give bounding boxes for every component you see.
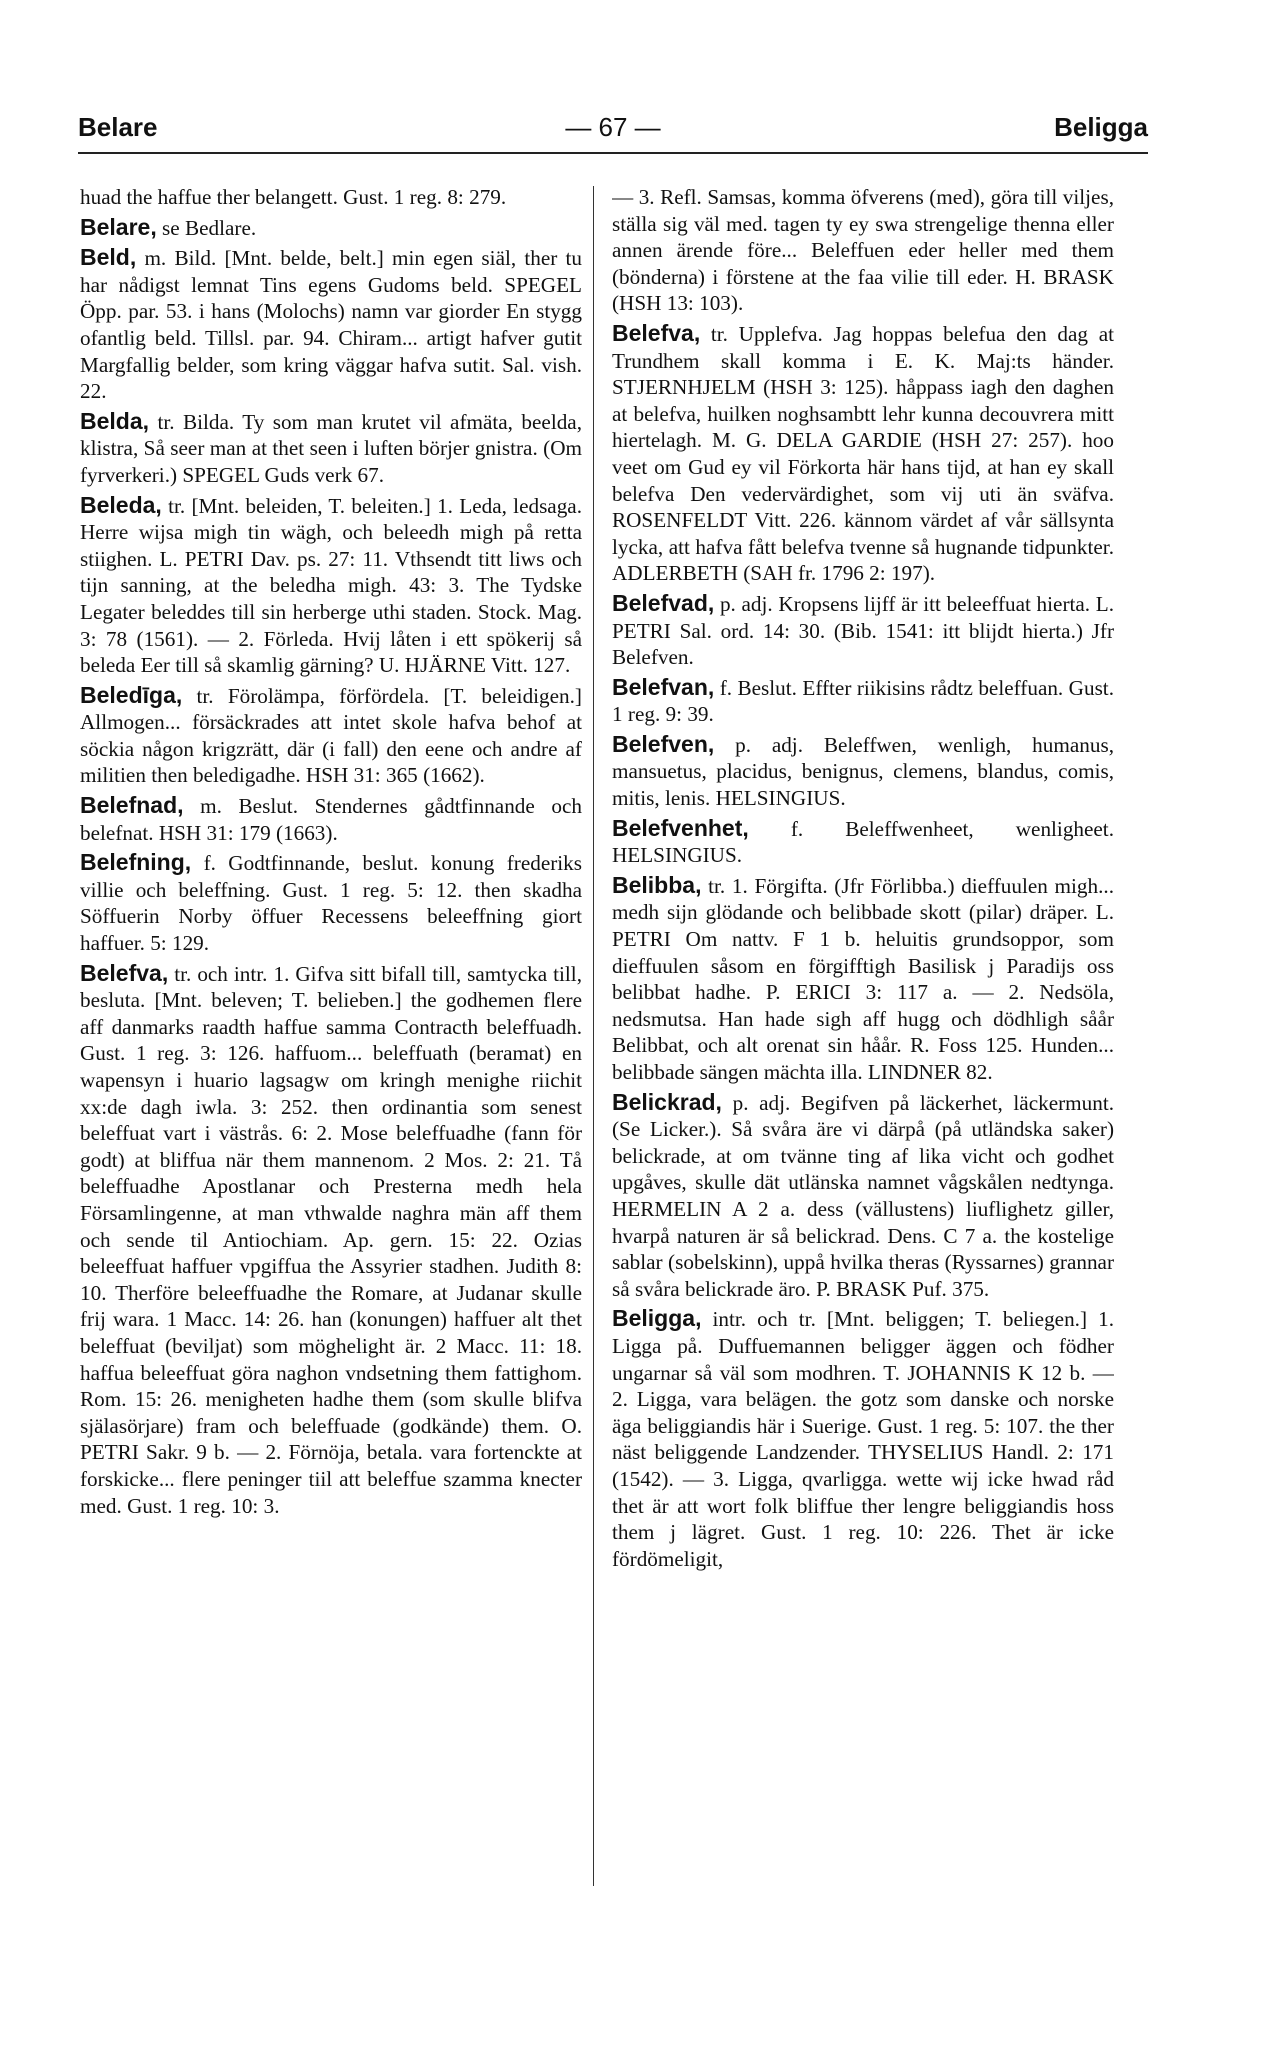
entry-text: tr. Förolämpa, förfördela. [T. beleidigen.] Allmogen... försäckrades att intet skole hafva behof at söckia någon krigzrätt, där (i fall) den eene och andre af militien then beledigadhe. HSH 31: 365 (1662). bbox=[80, 683, 582, 788]
entry-text: f. Beleffwenheet, wenligheet. HELSINGIUS. bbox=[612, 816, 1114, 868]
entry-text: m. Beslut. Stendernes gådtfinnande och belefnat. HSH 31: 179 (1663). bbox=[80, 794, 582, 845]
page-number: — 67 — bbox=[565, 112, 661, 142]
entry-text: f. Godtfinnande, beslut. konung frederiks villie och beleffning. Gust. 1 reg. 5: 12. then skadha Söffuerin Norby öffuer Recessens beleeffning giort haffuer. 5: 129. bbox=[80, 851, 582, 956]
dictionary-entry bbox=[612, 320, 1114, 587]
column-divider bbox=[593, 186, 594, 1886]
entry-headword: Belefnad, bbox=[80, 792, 184, 819]
entry-text: tr. 1. Förgifta. (Jfr Förlibba.) dieffuulen migh... medh sijn glödande och belibbade skott (pilar) dräper. L. PETRI Om nattv. F 1 b. heluitis grundsoppor, som dieffuulen såsom en förgifftigh Basilisk j Paradijs oss belibbat hadhe. P. ERICI 3: 117 a. — 2. Nedsöla, nedsmutsa. Han hade sigh aff hugg och dödhligh såår Belibbat, och alt orenat sin håår. R. Foss 125. Hunden... belibbade sängen mächta illa. LINDNER 82. bbox=[612, 873, 1114, 1084]
entry-text: tr. Upplefva. Jag hoppas belefua den dag at Trundhem skall komma i E. K. Maj:ts händer. STJERNHJELM (HSH 3: 125). håppass iagh den daghen at belefva, huilken noghsambtt lehr kunna decouvrera mitt hiertelagh. M. G. DELA GARDIE (HSH 27: 257). hoo veet om Gud ey vil Förkorta här hans tijd, at han ey skall belefva Den vedervärdighet, som vij uti än sväfva. ROSENFELDT Vitt. 226. kännom värdet af vår sällsynta lycka, att hafva fått belefva tvenne så hugnande tidpunkter. ADLERBETH (SAH fr. 1796 2: 197). bbox=[612, 321, 1114, 586]
entry-text: tr. [Mnt. beleiden, T. beleiten.] 1. Leda, ledsaga. Herre wijsa migh tin wägh, och beleedh migh på retta stiighen. L. PETRI Dav. ps. 27: 11. Vthsendt titt liws och tijn sanning, at the beledha migh. 43: 3. The Tydske Legater beleddes till sin herberge uthi staden. Stock. Mag. 3: 78 (1561). — 2. Förleda. Hvij låten i ett spökerij så beleda Eer till så skamlig gärning? U. HJÄRNE Vitt. 127. bbox=[80, 493, 582, 678]
entry-headword: Belefvenhet, bbox=[612, 814, 749, 841]
dictionary-entry bbox=[80, 792, 582, 846]
entry-text: huad the haffue ther belangett. Gust. 1 reg. 8: 279. bbox=[80, 185, 507, 209]
dictionary-entry bbox=[612, 1089, 1114, 1303]
dictionary-entry bbox=[80, 492, 582, 679]
dictionary-entry bbox=[80, 244, 582, 405]
entry-headword: Beld, bbox=[80, 244, 137, 271]
entry-text: p. adj. Beleffwen, wenligh, humanus, mansuetus, placidus, benignus, clemens, blandus, comis, mitis, lenis. HELSINGIUS. bbox=[612, 732, 1114, 811]
entry-headword: Belda, bbox=[80, 407, 150, 434]
entry-text: — 3. Refl. Samsas, komma öfverens (med), göra till viljes, ställa sig väl med. tagen ty ey swa strengelige thenna eller annen ärende före... Beleffuen eder heller med them (bönderna) i förstene at the faa vilie till eder. H. BRASK (HSH 13: 103). bbox=[612, 185, 1114, 316]
entry-text: f. Beslut. Effter riikisins rådtz beleffuan. Gust. 1 reg. 9: 39. bbox=[612, 675, 1114, 727]
entry-headword: Belefven, bbox=[612, 730, 715, 757]
left-column bbox=[80, 184, 582, 1894]
header-rule bbox=[78, 152, 1148, 154]
entry-headword: Belefvad, bbox=[612, 589, 715, 616]
dictionary-entry bbox=[80, 849, 582, 956]
entry-text: p. adj. Kropsens lijff är itt beleeffuat hierta. L. PETRI Sal. ord. 14: 30. (Bib. 1541: itt blijdt hierta.) Jfr Belefven. bbox=[612, 591, 1114, 670]
entry-headword: Belefning, bbox=[80, 849, 192, 876]
dictionary-entry bbox=[612, 872, 1114, 1086]
dictionary-entry bbox=[80, 682, 582, 789]
entry-headword: Belickrad, bbox=[612, 1088, 722, 1115]
header-last-word: Beligga bbox=[1054, 112, 1148, 142]
entry-headword: Belare, bbox=[80, 213, 157, 240]
header-first-word: Belare bbox=[78, 112, 158, 142]
entry-text: tr. och intr. 1. Gifva sitt bifall till, samtycka till, besluta. [Mnt. beleven; T. belieben.] the godhemen flere aff danmarks raadth haffue samma Contracth beleffuadh. Gust. 1 reg. 3: 126. haffuom... beleffuath (beramat) en wapensyn i huario lagsagw om kringh menighe riichit xx:de dagh iwla. 3: 252. then ordinantia som senest beleffuat vart i västrås. 6: 2. Mose beleffuadhe (fann för godt) at bliffua när them mannenom. 2 Mos. 2: 21. Tå beleffuadhe Apostlanar och Presterna medh hela Församlingenne, at man vthwalde naghra män aff them och sende til Antiochiam. Ap. gern. 15: 22. Ozias beleeffuat haffuer vpgiffua the Assyrier stadhen. Judith 8: 10. Therföre beleeffuadhe the Romare, at Judanar skulle frij wara. 1 Macc. 14: 26. han (konungen) haffuer alt thet beleffuat (beviljat) som möghelight är. 2 Macc. 11: 18. haffua beleeffuat göra naghon vndsetning them fattighom. Rom. 15: 26. menigheten hadhe them (som skulle blifva själasörjare) fram och beleffuade (godkände) them. O. PETRI Sakr. 9 b. — 2. Förnöja, betala. vara fortenckte at forskicke... flere peninger tiil att beleffue szamma knecter med. Gust. 1 reg. 10: 3. bbox=[80, 961, 582, 1518]
right-column bbox=[612, 184, 1114, 1894]
entry-text: tr. Bilda. Ty som man krutet vil afmäta, beelda, klistra, Så seer man at thet seen i luften börjer gnistra. (Om fyrverkeri.) SPEGEL Guds verk 67. bbox=[80, 409, 582, 487]
dictionary-entry bbox=[80, 184, 582, 211]
dictionary-entry bbox=[80, 960, 582, 1519]
dictionary-entry bbox=[612, 731, 1114, 812]
entry-text: m. Bild. [Mnt. belde, belt.] min egen siäl, ther tu har nådigst lemnat Tins egens Gudoms beld. SPEGEL Öpp. par. 53. i hans (Molochs) namn var giorder En stygg ofantlig beld. Tillsl. par. 94. Chiram... artigt hafver gutit Margfallig belder, som kring väggar hafva sutit. Sal. vish. 22. bbox=[80, 246, 582, 404]
dictionary-entry bbox=[612, 184, 1114, 317]
entry-text: p. adj. Begifven på läckerhet, läckermunt. (Se Licker.). Så svåra äre vi därpå (på utländska saker) belickrade, at om tvänne ting af lika vicht och godhet upgåves, skulle dät utlänska namnet vågskålen nedtynga. HERMELIN A 2 a. dess (vällustens) liuflighetz giller, hvarpå naturen är så belickrad. Dens. C 7 a. the kostelige sablar (sobelskinn), uppå hvilka theras (Ryssarnes) grannar så svåra belickrade äro. P. BRASK Puf. 375. bbox=[612, 1090, 1114, 1301]
dictionary-entry bbox=[612, 590, 1114, 671]
dictionary-entry bbox=[612, 815, 1114, 869]
entry-text: intr. och tr. [Mnt. beliggen; T. beliegen.] 1. Ligga på. Duffuemannen beligger äggen och födher ungarnar så väl som modhren. T. JOHANNIS K 12 b. — 2. Ligga, vara belägen. the gotz som danske och norske äga beliggiandis här i Suerige. Gust. 1 reg. 5: 107. the ther näst beliggende Landzender. THYSELIUS Handl. 2: 171 (1542). — 3. Ligga, qvarligga. wette wij icke hwad råd thet är att wort folk bliffue ther lengre beliggiandis hoss them j lägret. Gust. 1 reg. 10: 226. Thet är icke fördömeligit, bbox=[612, 1307, 1114, 1571]
entry-headword: Beleda, bbox=[80, 491, 162, 518]
entry-headword: Belibba, bbox=[612, 871, 702, 898]
dictionary-entry bbox=[80, 408, 582, 489]
entry-headword: Belefvan, bbox=[612, 673, 715, 700]
entry-text: se Bedlare. bbox=[162, 215, 257, 240]
dictionary-entry bbox=[612, 674, 1114, 728]
entry-headword: Beligga, bbox=[612, 1305, 702, 1332]
entry-headword: Beledīga, bbox=[80, 681, 183, 708]
dictionary-entry bbox=[80, 214, 582, 242]
page-header bbox=[78, 112, 1148, 152]
entry-headword: Belefva, bbox=[80, 959, 169, 986]
entry-headword: Belefva, bbox=[612, 319, 701, 346]
dictionary-entry bbox=[612, 1305, 1114, 1572]
